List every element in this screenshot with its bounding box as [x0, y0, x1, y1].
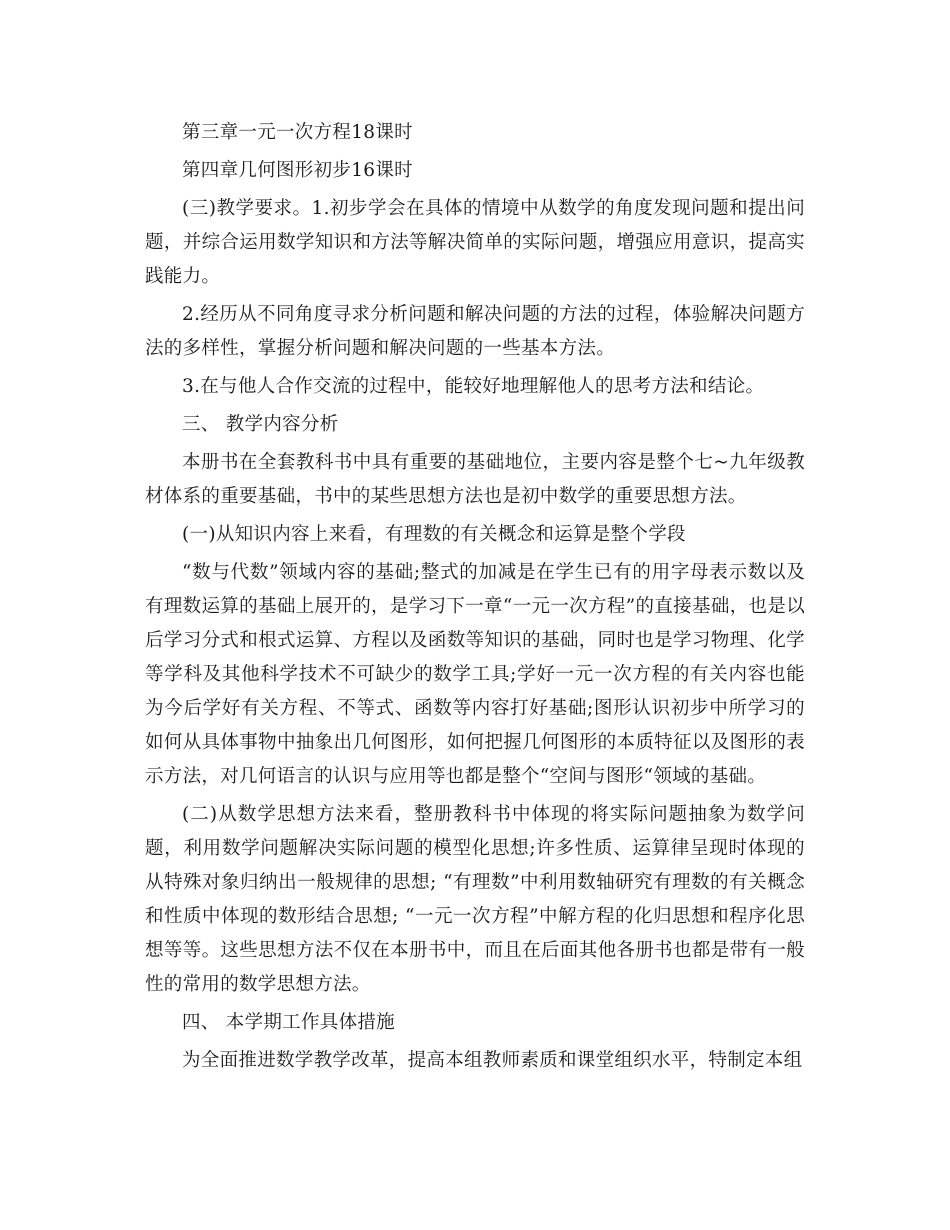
paragraph-requirement-3: 3.在与他人合作交流的过程中，能较好地理解他人的思考方法和结论。 — [182, 376, 765, 397]
paragraph-requirement-2: 2.经历从不同角度寻求分析问题和解决问题的方法的过程，体验解决问题方法的多样性，掌握分析问题和解决问题的一些基本方法。 — [145, 304, 805, 359]
paragraph-number-algebra: “数与代数”领域内容的基础;整式的加减是在学生已有的用字母表示数以及有理数运算的基础上展开的，是学习下一章“一元一次方程”的直接基础，也是以后学习分式和根式运算、方程以及函数等知识的基础，同时也是学习物理、化学等学科及其他科学技术不可缺少的数学工具;学好一元一次方程的有关内容也能为今后学好有关方程、不等式、函数等内容打好基础;图形认识初步中所学习的如何从具体事物中抽象出几何图形，如何把握几何图形的本质特征以及图形的表示方法，对几何语言的认识与应用等也都是整个“空间与图形“领域的基础。 — [145, 562, 805, 787]
paragraph-chapter-4: 第四章几何图形初步16课时 — [182, 160, 413, 181]
paragraph-book-overview: 本册书在全套教科书中具有重要的基础地位，主要内容是整个七~九年级教材体系的重要基础，书中的某些思想方法也是初中数学的重要思想方法。 — [145, 452, 805, 507]
paragraph-knowledge-content: (一)从知识内容上来看，有理数的有关概念和运算是整个学段 — [182, 524, 686, 545]
section-heading-work-measures: 四、 本学期工作具体措施 — [182, 1012, 395, 1033]
document-body — [145, 116, 805, 1082]
paragraph-reform: 为全面推进数学教学改革，提高本组教师素质和课堂组织水平，特制定本组 — [182, 1050, 803, 1071]
section-heading-content-analysis: 三、 教学内容分析 — [182, 414, 339, 435]
paragraph-chapter-3: 第三章一元一次方程18课时 — [182, 122, 413, 143]
paragraph-math-thinking: (二)从数学思想方法来看，整册教科书中体现的将实际问题抽象为数学问题，利用数学问题解决实际问题的模型化思想;许多性质、运算律呈现时体现的从特殊对象归纳出一般规律的思想; “有理数”中利用数轴研究有理数的有关概念和性质中体现的数形结合思想; “一元一次方程”中解方程的化归思想和程序化思想等等。这些思想方法不仅在本册书中，而且在后面其他各册书也都是带有一般性的常用的数学思想方法。 — [145, 804, 805, 995]
paragraph-teaching-requirements: (三)教学要求。1.初步学会在具体的情境中从数学的角度发现问题和提出问题，并综合运用数学知识和方法等解决简单的实际问题，增强应用意识，提高实践能力。 — [145, 198, 805, 287]
